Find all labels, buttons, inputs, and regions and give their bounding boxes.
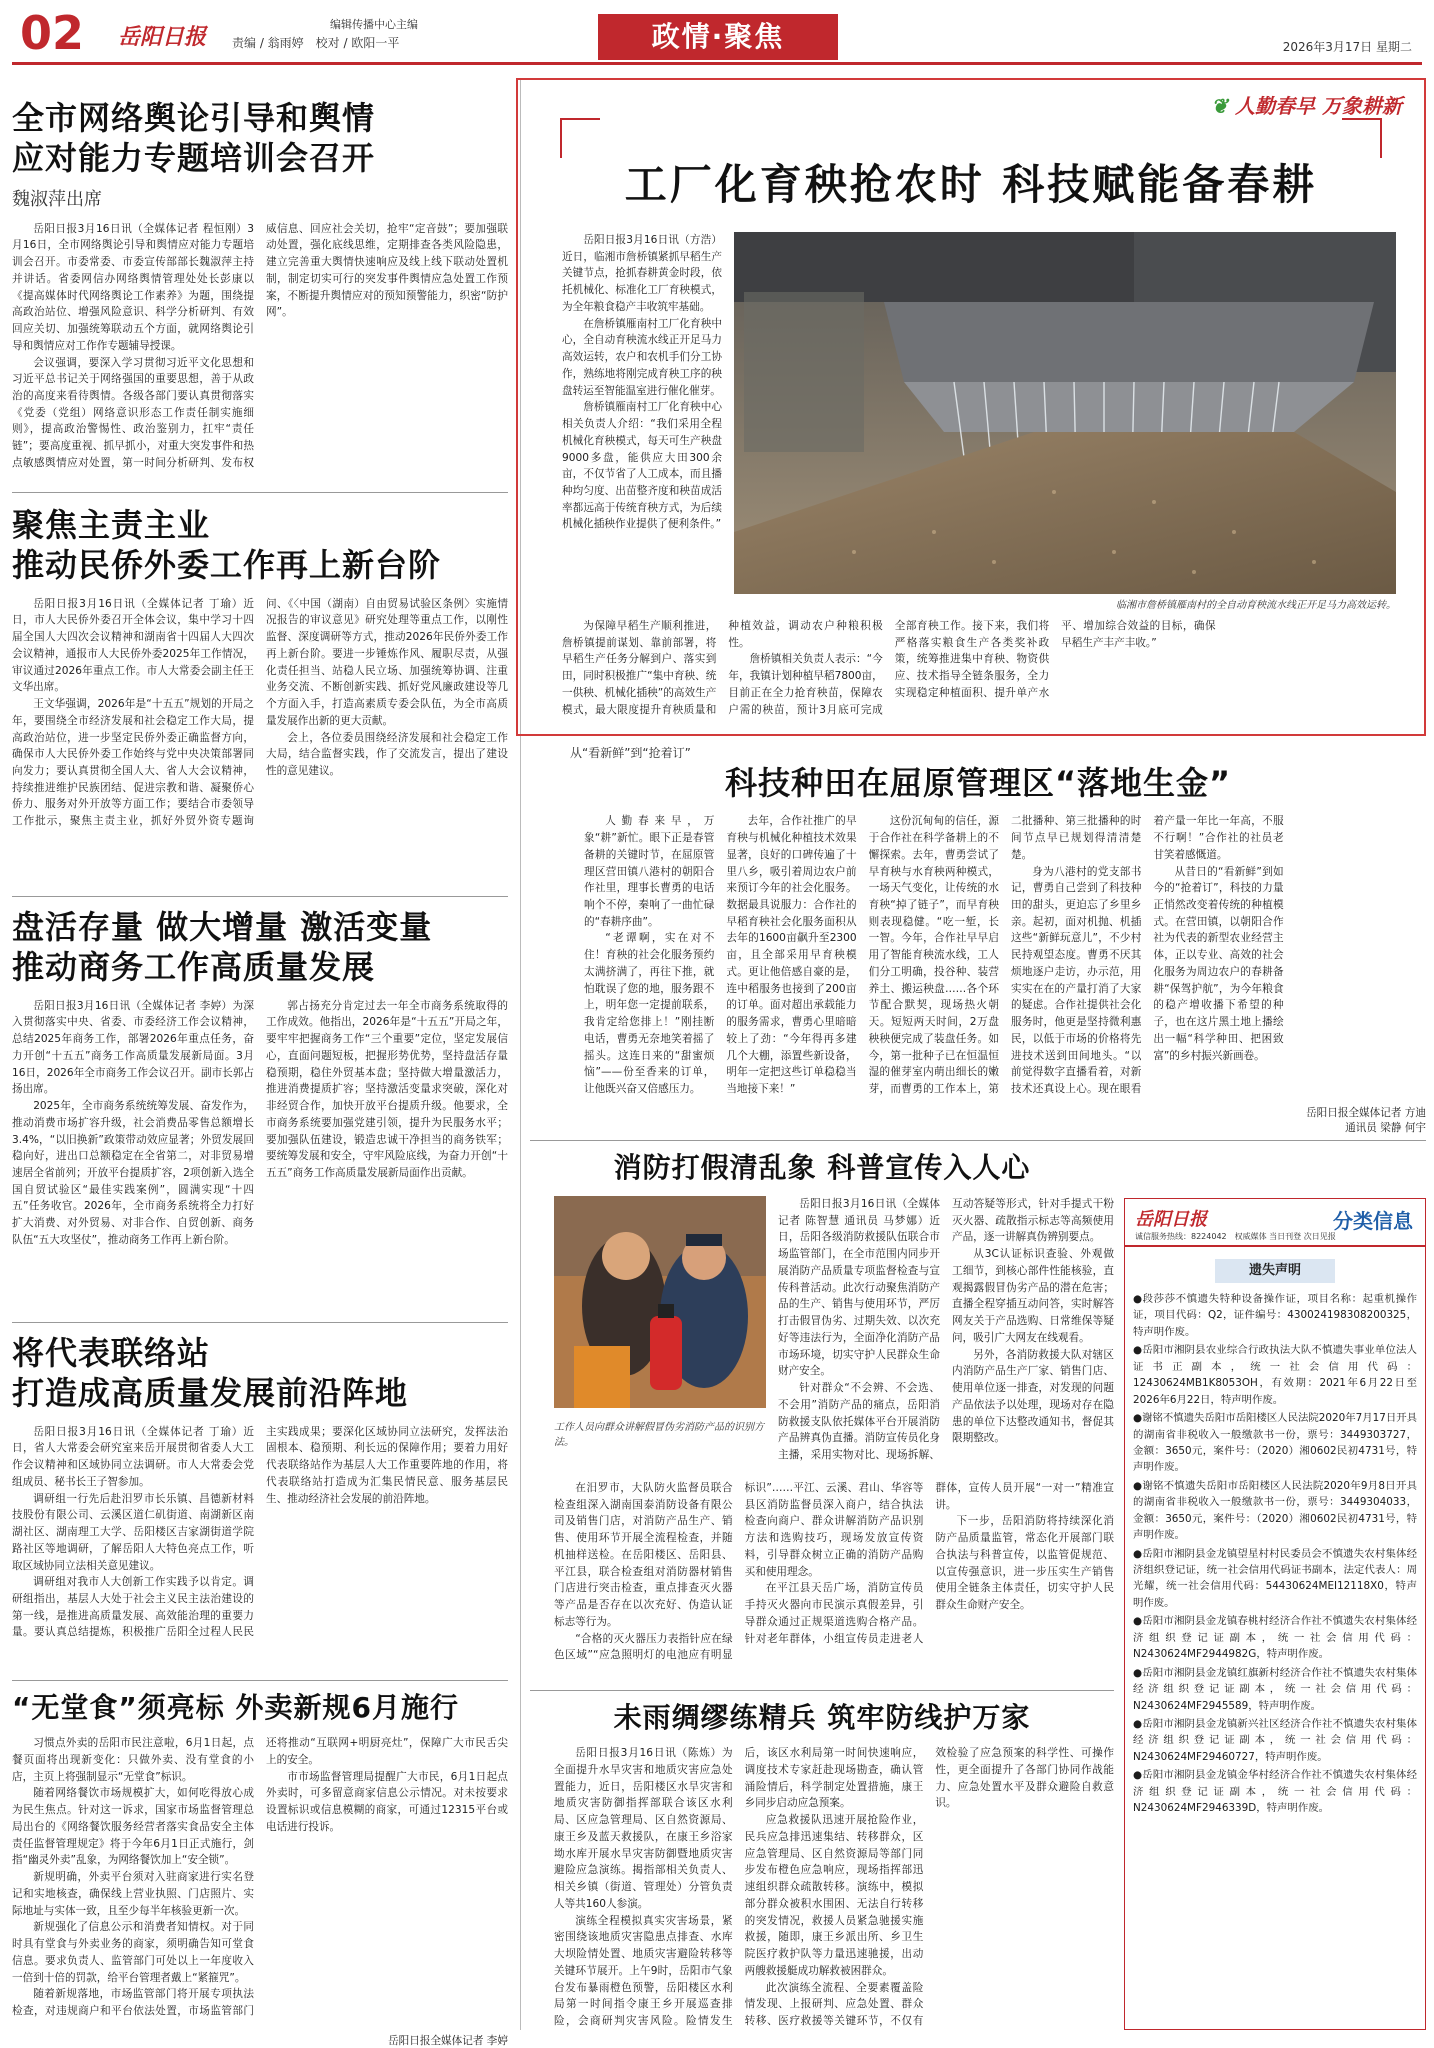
paragraph: 在平江县天岳广场，消防宣传员手持灭火器向市民演示真假差异，引导群众通过正规渠道选购合格产品。针对老年群体，小组宣传员走进老人群体，宣传人员开展“一对一”精准宣讲。 xyxy=(744,1482,1114,1645)
paragraph: 岳阳日报3月16日讯（全媒体记者 陈智慧 通讯员 马梦娜）近日，岳阳各级消防救援队伍联合市场监管部门，在全市范围内同步开展消防产品质量专项监督检查与宣传科普活动。此次行动聚焦消防产品的生产、销售与使用环节，严厉打击假冒伪劣、过期失效、以次充好等违法行为，全面净化消防产品市场环境，切实守护人民群众生命财产安全。 xyxy=(778,1198,940,1378)
article-body-bottom xyxy=(554,1480,1114,1668)
headline-line1: 聚焦主责主业 xyxy=(12,506,211,544)
paragraph: 新规强化了信息公示和消费者知情权。对于同时具有堂食与外卖业务的商家，须明确告知可堂食信息。要求负责人、监管部门可处以上一年度收入一倍到十倍的罚款，给平台管理者戴上“紧箍咒”。 xyxy=(12,1921,254,1984)
classifieds-list xyxy=(1125,1291,1425,2031)
paragraph: 王文华强调，2026年是“十五五”规划的开局之年，要围绕全市经济发展和社会稳定工作大局，提高政治站位，进一步坚定民侨外委正确监督方向，确保市人大民侨外委工作始终与党中央决策部署同向发力；要认真贯彻全国人大、省人大会议精神，持续推进维护民族团结、促进宗教和谐、凝聚侨心侨力、服务对外开放等方面工作；要结合市委领导工作批示，聚焦主责主业，抓好外贸外资专题询问、《〈中国（湖南）自由贸易试验区条例〉实施情况报告的审议意见》研究处理等重点工作，以刚性监督、深度调研等方式，推动2026年民侨外委工作再上新台阶。要进一步锤炼作风、履职尽责，从强化责任担当、站稳人民立场、加强统筹协调、注重业务交流、不断创新实践、抓好党风廉政建设等几个方面入手，打造高素质专委会队伍，为全市高质量发展作出新的更大贡献。 xyxy=(12,597,508,828)
article-body xyxy=(554,1745,1114,2035)
feature-photo-caption: 临湘市詹桥镇雁南村的全自动育秧流水线正开足马力高效运转。 xyxy=(1116,600,1396,611)
headline: 科技种田在屈原管理区“落地生金” xyxy=(724,764,1232,802)
paragraph: 身为八港村的党支部书记，曹勇自己尝到了科技种田的甜头，更迫忘了乡里乡亲。起初，面对机抛、机插这些“新鲜玩意儿”，不少村民持观望态度。曹勇不厌其烦地逐户走访，办示范，用实实在在的产量打消了大家的疑虑。合作社提供社会化服务时，他更是坚持微利惠民，以低于市场的价格将先进技术送到田间地头。“以前觉得数字直播看着，对新技术还真设上心。现在眼看着产量一年比一年高，不服不行啊！”合作社的社员老甘笑着感慨道。 xyxy=(1010,815,1284,1096)
byline-line1: 岳阳日报全媒体记者 方迪 xyxy=(1306,1107,1426,1120)
paragraph: 2025年，全市商务系统统筹发展、奋发作为，推动消费市场扩容升级，社会消费品零售总额增长3.4%，“以旧换新”政策带动效应显著；外贸发展回稳向好，进出口总额稳定在全省第二，对非贸易增速居全省前列；开放平台提质扩容，2项创新入选全国自贸试验区“最佳实践案例”，圆满实现“十四五”任务收官。2026年，全市商务系统将全力打好扩大消费、对外贸易、对非合作、自贸创新、商务队伍“五大攻坚仗”，推动商务工作再上新台阶。 xyxy=(12,1100,254,1246)
article-body xyxy=(12,998,508,1280)
paragraph: 习惯点外卖的岳阳市民注意啦，6月1日起，点餐页面将出现新变化：只做外卖、没有堂食的小店，主页上将强制显示“无堂食”标识。 xyxy=(12,1737,254,1783)
notice-title-text: 遗失声明 xyxy=(1248,1263,1301,1278)
article-body-top xyxy=(778,1196,1114,1472)
byline-line2: 通讯员 梁静 何宇 xyxy=(1345,1122,1426,1135)
paragraph: 演练全程模拟真实灾害场景，紧密围绕该地质灾害隐患点排查、水库大坝险情处置、地质灾害避险转移等关键环节展开。上午9时，岳阳市气象台发布暴雨橙色预警，岳阳楼区水利局第一时间指令康王乡开展巡查排险，会商研判灾害风险。险情发生后，该区水利局第一时间快速响应，调度技术专家赶赴现场勘查，确认管涌险情后，科学制定处置措施，康王乡同步启动应急预案。 xyxy=(554,1747,924,2028)
paragraph: 岳阳日报3月16日讯（陈炼）为全面提升水旱灾害和地质灾害应急处置能力，近日，岳阳楼区水旱灾害和地质灾害防御指挥部联合该区水利局、区应急管理局、区自然资源局、康王乡及蓝天救援队，在康王乡浴家坳水库开展水旱灾害防御暨地质灾害避险应急演练。揭指部相关负责人、相关乡镇（街道、管理处）分管负责人等共160人参演。 xyxy=(554,1747,733,1910)
headline-line2: 打造成高质量发展前沿阵地 xyxy=(12,1374,409,1413)
divider xyxy=(530,1690,1114,1691)
article-body xyxy=(12,596,508,846)
hotline-line2: 权威媒体 当日刊登 次日见报 xyxy=(1234,1232,1336,1241)
paragraph: 在汨罗市，大队防火监督员联合检查组深入湖南国泰消防设备有限公司及销售门店，对消防产品生产、销售、使用环节开展全流程检查，并随机抽样送检。在岳阳楼区、岳阳县、平江县，联合检查组对消防器材销售门店进行突击检查，重点排查灭火器等产品是否存在以次充好、伪造认证标志等行为。 xyxy=(554,1482,733,1628)
list-item: ●岳阳市湘阴县农业综合行政执法大队不慎遗失事业单位法人证书正副本，统一社会信用代码：12430624MB1K8053OH，有效期：2021年6月22日至2026年6月22日，特声明作废。 xyxy=(1133,1344,1417,1406)
article-commerce xyxy=(12,907,508,1280)
paragraph: 岳阳日报3月16日讯（方浩）近日，临湘市詹桥镇紧抓早稻生产关键节点，抢抓春耕黄金时段，依托机械化、标准化工厂育秧模式，为全年粮食稳产丰收筑牢基础。 xyxy=(562,234,722,313)
kicker: 从“看新鲜”到“抢着订” xyxy=(570,746,691,760)
feature-box xyxy=(516,78,1426,736)
headline: 消防打假清乱象 科普宣传入人心 xyxy=(613,1151,1031,1184)
paragraph: 另外，各消防救援大队对辖区内消防产品生产厂家、销售门店、使用单位逐一排查，对发现的问题产品依法予以处理，现场对存在隐患的单位下达整改通知书，督促其限期整改。 xyxy=(952,1348,1114,1445)
divider xyxy=(12,492,508,493)
paragraph: 应急救援队迅速开展抢险作业，民兵应急排迅速集结、转移群众，区应急管理局、区自然资源局等部门同步发布橙色应急响应，现场指挥部迅速组织群众疏散转移。演练中，模拟部分群众被积水围困、无法自行转移的突发情况，救援人员紧急驰援实施救援，随即，康王乡派出所、乡卫生院医疗救护队等力量迅速驰援，出动两艘救援艇成功解救被困群众。 xyxy=(744,1814,924,1977)
editor-line: 责编 / 翁雨婷 校对 / 欧阳一平 xyxy=(232,36,400,50)
headline-line2: 应对能力专题培训会召开 xyxy=(12,139,376,178)
article-tech-farming xyxy=(530,744,1426,1135)
banner-text: 人勤春早 万象耕新 xyxy=(1235,94,1402,118)
classifieds-box xyxy=(1124,1198,1426,2030)
headline-line1: 将代表联络站 xyxy=(12,1334,211,1372)
hotline-line1: 诚信服务热线：8224042 xyxy=(1135,1232,1227,1241)
headline-line2: 推动商务工作高质量发展 xyxy=(12,948,376,987)
page-number: 02 xyxy=(20,6,85,60)
paragraph: 会议强调，要深入学习贯彻习近平文化思想和习近平总书记关于网络强国的重要思想，善于从政治的高度来看待舆情。各级各部门要认真贯彻落实《党委（党组）网络意识形态工作责任制实施细则》，提高政治警惕性、政治鉴别力，扛牢“责任链”；要高度重视、抓早抓小，对重大突发事件和热点敏感舆情应对处置，第一时间分析研判、发布权威信息、回应社会关切，抢牢“定音鼓”；要加强联动处置，强化底线思维，定期排查各类风险隐患，建立完善重大舆情快速响应及线上线下联动处置机制，制定切实可行的突发事件舆情应急处置工作预案，不断提升舆情应对的预知预警能力，织密“防护网”。 xyxy=(12,222,508,469)
center-line: 编辑传播中心主编 xyxy=(330,18,418,31)
paragraph: 詹桥镇相关负责人表示：“今年，我镇计划种植早稻7800亩，目前正在全力抢育秧苗，保障农户需的秧苗，预计3月底可完成全部育秧工作。接下来，我们将严格落实粮食生产各类奖补政策，统筹推进集中育秧、物资供应、技术指导全链条服务，全力实现稳定种植面积、提升单产水平、增加综合效益的目标，确保早稻生产丰产丰收。” xyxy=(728,620,1216,716)
headline xyxy=(12,1333,508,1414)
seedling-assembly-line-image xyxy=(734,232,1396,594)
paragraph: 调研组对我市人大创新工作实践予以肯定。调研组指出，基层人大处于社会主义民主法治建设的第一线，是推进高质量发展、高效能治理的重要力量。要认真总结提炼，积极推广岳阳全过程人民民主实践成果；要深化区域协同立法研究，发挥法治固根本、稳预期、利长远的保障作用；要着力用好代表联络站作为基层人大工作重要阵地的作用，将代表联络站打造成为汇集民情民意、服务基层民生、推动经济社会发展的前沿阵地。 xyxy=(12,1425,508,1639)
byline xyxy=(530,1105,1426,1135)
section-title xyxy=(598,14,838,60)
paragraph: 调研组一行先后赴汨罗市长乐镇、昌德新材料技股份有限公司、云溪区道仁矶街道、南湖新区南湖社区、湖南理工大学、岳阳楼区吉家湖街道学院路社区等地调研，了解岳阳人大特色亮点工作，听取区域协同立法相关意见建议。 xyxy=(12,1492,254,1572)
fire-photo-caption: 工作人员向群众讲解假冒伪劣消防产品的识别方法。 xyxy=(554,1422,764,1448)
classifieds-title: 分类信息 xyxy=(1333,1209,1413,1233)
notice-title xyxy=(1215,1259,1335,1283)
paragraph: 市市场监督管理局提醒广大市民，6月1日起点外卖时，可多留意商家信息公示情况。对未按要求设置标识或信息模糊的商家，可通过12315平台或电话进行投诉。 xyxy=(266,1770,508,1833)
fire-photo xyxy=(554,1196,766,1408)
paragraph: 从3C认证标识查验、外观做工细节，到核心部件性能核验，直观揭露假冒伪劣产品的潜在危害；直播全程穿插互动问答，实时解答网友关于产品选购、日常维保等疑问，吸引广大网友在线观看。 xyxy=(952,1248,1114,1344)
headline: 未雨绸缪练精兵 筑牢防线护万家 xyxy=(613,1701,1031,1734)
byline: 岳阳日报全媒体记者 李婷 xyxy=(388,2035,508,2048)
list-item: ●段莎莎不慎遗失特种设备操作证，项目名称：起重机操作证，项目代码：Q2，证件编号：430024198308200325，特声明作废。 xyxy=(1133,1293,1417,1338)
paragraph: 从昔日的“看新鲜”到如今的“抢着订”，科技的力量正悄然改变着传统的种植模式。在营田镇，以朝阳合作社为代表的新型农业经营主体，正以专业、高效的社会化服务为周边农户的春耕备耕“保驾护航”，为今年粮食的稳产增收播下希望的种子，也在这片黑土地上播绘出一幅“科学种田、把困致富”的乡村振兴新画卷。 xyxy=(1153,865,1284,1062)
headline-line1: 全市网络舆论引导和舆情 xyxy=(12,99,376,137)
headline: “无堂食”须亮标 外卖新规6月施行 xyxy=(12,1691,460,1724)
article-fire-products xyxy=(530,1150,1114,1662)
subheadline: 魏淑萍出席 xyxy=(12,188,102,210)
list-item: ●岳阳市湘阴县金龙镇新兴社区经济合作社不慎遗失农村集体经济组织登记证副本，统一社会信用代码：N2430624MF29460727，特声明作废。 xyxy=(1133,1717,1417,1763)
headline-line1: 盘活存量 做大增量 激活变量 xyxy=(12,908,433,946)
fire-extinguisher-inspection-image xyxy=(554,1196,766,1408)
masthead xyxy=(0,0,1434,68)
paragraph: 去年，合作社推广的早育秧与机械化种植技术效果显著，良好的口碑传遍了十里八乡，吸引着周边农户前来预订今年的社会化服务。数据最具说服力：合作社的早稻育秧社会化服务面积从去年的1600亩飙升至2300亩，且全部采用早育秧模式。更让他倍感自豪的是，连中稻服务也接到了200亩的订单。面对超出承载能力的服务需求，曹勇心里暗暗较上了劲：“今年得再多建几个大棚，添置些新设备，明年一定把这些订单稳稳当当地接下来！” xyxy=(726,815,857,1096)
list-item: ●岳阳市湘阴县金龙镇红旗新村经济合作社不慎遗失农村集体经济组织登记证副本，统一社会信用代码：N2430624MF2945589，特声明作废。 xyxy=(1133,1666,1417,1712)
paragraph: 随着网络餐饮市场规模扩大，如何吃得放心成为民生焦点。针对这一诉求，国家市场监督管理总局出台的《网络餐饮服务经营者落实食品安全主体责任监督管理规定》将于今年6月1日正式施行，剑指“幽灵外卖”乱象，为网络餐饮加上“安全锁”。 xyxy=(12,1787,254,1867)
article-body xyxy=(12,221,508,487)
divider xyxy=(12,1680,508,1681)
paragraph: 下一步，岳阳消防将持续深化消防产品质量监管，常态化开展部门联合执法与科普宣传，以监管促规范、以宣传强意识，进一步压实生产销售使用全链条主体责任，切实守护人民群众生命财产安全。 xyxy=(935,1515,1114,1612)
divider xyxy=(12,1322,508,1323)
paragraph: 这份沉甸甸的信任，源于合作社在科学备耕上的不懈探索。去年，曹勇尝试了早育秧与水育秧两种模式，一场天气变化，让传统的水育秧“掉了链子”，而早育秧则表现稳健。“吃一堑，长一智。今年，合作社早早启用了智能育秧流水线，工人们分工明确，投谷种、装营养土、搬运秧盘……各个环节配合默契，现场热火朝天。短短两天时间，2万盘秧秧便完成了装盘任务。如今，第一批种子已在恒温恒湿的催芽室内萌出细长的嫩芽，而曹勇的工作本上，第二批播种、第三批播种的时间节点早已规划得清清楚楚。 xyxy=(868,815,1142,1096)
article-body xyxy=(530,813,1426,1103)
article-body xyxy=(12,1735,508,2031)
article-liaison-station xyxy=(12,1333,508,1642)
list-item: ●谢铭不慎遗失岳阳市岳阳楼区人民法院2020年7月17日开具的湖南省非税收入一般缴款书一份，票号：3449303727，金额：3650元，案件号：（2020）湘0602民初4731号，特声明作废。 xyxy=(1133,1412,1417,1474)
classifieds-hotline xyxy=(1135,1231,1336,1242)
paragraph: 人勤春来早，万象“耕”新忙。眼下正是春管备耕的关键时节，在屈原管理区营田镇八港村的朝阳合作社里，理事长曹勇的电话响个不停，秦响了一曲忙碌的“春耕序曲”。 xyxy=(584,815,715,928)
list-item: ●岳阳市湘阴县金龙镇望星村村民委员会不慎遗失农村集体经济组织登记证，统一社会信用代码证书副本，法定代表人：周光耀，统一社会信用代码：54430624MEI12118X0，特声明作废。 xyxy=(1133,1547,1417,1609)
classifieds-header xyxy=(1125,1199,1425,1247)
headline-line2: 推动民侨外委工作再上新台阶 xyxy=(12,546,442,585)
article-flood-drill xyxy=(530,1700,1114,2035)
article-minqiao xyxy=(12,505,508,846)
feature-photo xyxy=(734,232,1396,594)
headline xyxy=(12,505,508,586)
paragraph: 岳阳日报3月16日讯（全媒体记者 丁瑜）近日，市人大民侨外委召开全体会议，集中学习十四届全国人大四次会议精神和湖南省十四届人大四次会议精神，通报市人大民侨外委2025年工作情况，审议通过2026年重点工作。市人大常委会副主任王文华出席。 xyxy=(12,597,254,694)
paragraph: “老谭啊，实在对不住！育秧的社会化服务预约太满挤满了，再往下推，就怕耽误了您的地，服务跟不上，明年您一定提前联系，我肯定给您排上！”刚挂断电话，曹勇无奈地笑着摇了摇头。这连日来的“甜蜜烦恼”——份至香来的订单，让他既兴奋又倍感压力。 xyxy=(584,932,715,1096)
paragraph: 岳阳日报3月16日讯（全媒体记者 程恒刚）3月16日，全市网络舆论引导和舆情应对能力专题培训会召开。市委常委、市委宣传部部长魏淑萍主持并讲话。省委网信办网络舆情管理处处长彭康以《提高媒体时代网络舆论工作素养》为题，围绕提高政治站位、增强风险意识、科学分析研判、有效回应关切、加强统筹联动五个方面，就网络舆论引导和舆情应对工作作专题辅导授课。 xyxy=(12,222,254,352)
paragraph: 岳阳日报3月16日讯（全媒体记者 丁瑜）近日，省人大常委会研究室来岳开展贯彻省委人大工作会议精神和区域协同立法调研。市人大常委会党组成员、秘书长王子智参加。 xyxy=(12,1425,254,1488)
paragraph: 新规明确，外卖平台须对入驻商家进行实名登记和实地核查，确保线上营业执照、门店照片、实际地址与实体一致，且至少每半年核验更新一次。 xyxy=(12,1871,254,1917)
list-item: ●谢铭不慎遗失岳阳市岳阳楼区人民法院2020年9月8日开具的湖南省非税收入一般缴款书一份，票号：3449304033，金额：3650元，案件号：（2020）湘0602民初4731号，特声明作废。 xyxy=(1133,1479,1417,1542)
paragraph: 为保障早稻生产顺利推进，詹桥镇提前谋划、靠前部署，将早稻生产任务分解到户、落实到田，同时积极推广“集中育秧、统一供秧、机械化插秧”的高效生产模式，最大限度提升育秧质量和种植效益，调动农户种粮积极性。 xyxy=(562,620,883,716)
divider xyxy=(12,896,508,897)
paragraph: 詹桥镇雁南村工厂化育秧中心相关负责人介绍：“我们采用全程机械化育秧模式，每天可生产秧盘9000多盘，能供应大田300余亩，不仅节省了人工成本，而且播种均匀度、出苗整齐度和秧苗成活率都远高于传统育秧方式，为后续机械化插秧作业提供了便利条件。” xyxy=(562,401,722,531)
section-title-text: 政情·聚焦 xyxy=(651,20,785,53)
list-item: ●岳阳市湘阴县金龙镇春桃村经济合作社不慎遗失农村集体经济组织登记证副本，统一社会信用代码：N2430624MF2944982G，特声明作废。 xyxy=(1133,1615,1417,1661)
headline xyxy=(12,907,508,988)
masthead-rule xyxy=(12,62,1422,65)
paragraph: 随着新规落地，市场监管部门将开展专项执法检查，对违规商户和平台依法处置，市场监管部门还将推动“互联网+明厨亮灶”，保障广大市民舌尖上的安全。 xyxy=(12,1737,508,2018)
divider xyxy=(530,1140,1426,1141)
paragraph: “合格的灭火器压力表指针应在绿色区域”“应急照明灯的电池应有明显标识”……平江、云溪、君山、华容等县区消防监督员深入商户，结合执法检查向商户、群众讲解消防产品识别方法和选购技巧，现场发放宣传资料，引导群众树立正确的消防产品购买和使用理念。 xyxy=(554,1482,924,1662)
list-item: ●岳阳市湘阴县金龙镇金华村经济合作社不慎遗失农村集体经济组织登记证副本，统一社会信用代码：N2430624MF2946339D，特声明作废。 xyxy=(1133,1769,1417,1815)
paper-logo: 岳阳日报 xyxy=(118,24,207,50)
paragraph: 此次演练全流程、全要素覆盖险情发现、上报研判、应急处置、群众转移、医疗救援等关键环节，不仅有效检验了应急预案的科学性、可操作性，更全面提升了各部门协同作战能力、应急处置水平及群众避险自救意识。 xyxy=(744,1747,1114,2028)
paragraph: 郭占扬充分肯定过去一年全市商务系统取得的工作成效。他指出，2026年是“十五五”开局之年，要牢牢把握商务工作“三个重要”定位，坚定发展信心，直面问题短板，把握形势优势，坚持盘活存量稳预期，稳住外贸基本盘；坚持做大增量激活力，推进消费提质扩容；坚持激活变量求突破，深化对非经贸合作，加快开放平台提质升级。他要求，全市商务系统要加强党建引领，提升为民服务水平；要加强队伍建设，锻造忠诚干净担当的商务铁军；要统筹发展和安全，守牢风险底线，为奋力开创“十五五”商务工作高质量发展新局面作出贡献。 xyxy=(266,999,508,1179)
article-training xyxy=(12,98,508,487)
issue-date: 2026年3月17日 星期二 xyxy=(1282,40,1412,54)
paragraph: 岳阳日报3月16日讯（全媒体记者 李婷）为深入贯彻落实中央、省委、市委经济工作会议精神，总结2025年商务工作，部署2026年重点任务，奋力开创“十五五”商务工作高质量发展新局面。3月16日，2026年全市商务工作会议召开。副市长郭占扬出席。 xyxy=(12,999,254,1096)
paragraph: 会上，各位委员围绕经济发展和社会稳定工作大局，结合监督实践，作了交流发言，提出了建设性的意见建议。 xyxy=(266,731,508,777)
paragraph: 在詹桥镇雁南村工厂化育秧中心，全自动育秧流水线正开足马力高效运转，农户和农机手们分工协作，熟练地将刚完成育秧工序的秧盘转运至智能温室进行催化催芽。 xyxy=(562,317,722,397)
headline xyxy=(12,98,508,179)
paragraph: 针对群众“不会辨、不会选、不会用”消防产品的痛点，岳阳消防救援支队依托媒体平台开展消防产品辨真伪直播。消防宣传员化身主播，采用实物对比、现场拆解、互动答疑等形式，针对手提式干粉灭火器、疏散指示标志等高频使用产品，逐一讲解真伪辨别要点。 xyxy=(778,1198,1114,1462)
banner-leaf-icon: ❦ xyxy=(1211,94,1229,118)
feature-body-row xyxy=(562,618,1382,728)
article-body xyxy=(12,1424,508,1642)
feature-headline: 工厂化育秧抢农时 科技赋能备春耕 xyxy=(624,160,1318,209)
feature-banner xyxy=(1211,90,1402,119)
classifieds-logo: 岳阳日报 xyxy=(1135,1209,1207,1230)
article-takeout-rules xyxy=(12,1690,508,2048)
